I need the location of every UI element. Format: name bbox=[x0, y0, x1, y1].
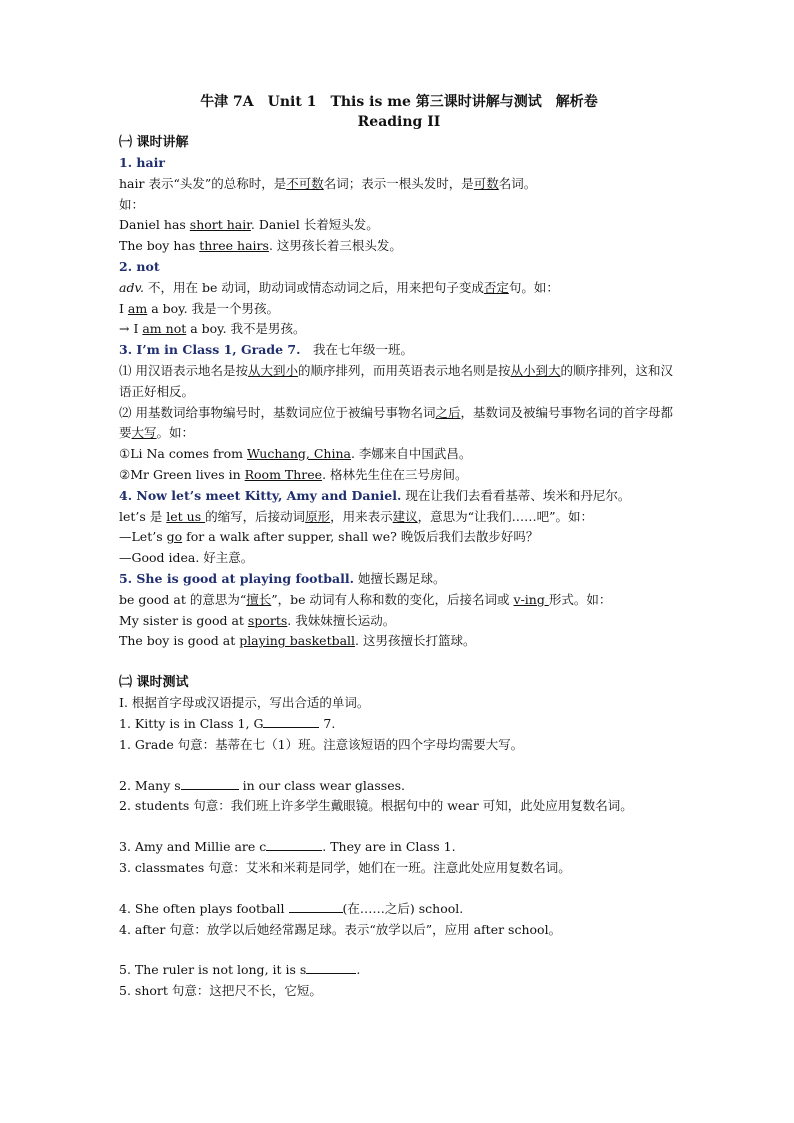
point-class-rule-1: ⑴ 用汉语表示地名是按从大到小的顺序排列，而用英语表示地名则是按从小到大的顺序排列，这和汉语正好相反。 bbox=[119, 362, 674, 399]
point-not-explanation: adv. 不，用在 be 动词，助动词或情态动词之后，用来把句子变成否定句。如： bbox=[119, 279, 559, 295]
point-hair-explanation: hair 表示“头发”的总称时，是不可数名词；表示一根头发时，是可数名词。 bbox=[119, 175, 537, 191]
test-heading: ㈡ 课时测试 bbox=[119, 675, 189, 691]
point-not-title: 2. not bbox=[119, 258, 160, 274]
point-class-title: 3. I’m in Class 1, Grade 7. 我在七年级一班。 bbox=[119, 342, 413, 358]
point-meet-title: 4. Now let’s meet Kitty, Amy and Daniel. 现在让我们去看看基蒂、埃米和丹尼尔。 bbox=[119, 487, 631, 503]
answer-5: 5. short 句意：这把尺不长，它短。 bbox=[119, 983, 322, 999]
question-5: 5. The ruler is not long, it is s . bbox=[119, 962, 361, 978]
answer-blank[interactable] bbox=[306, 960, 356, 974]
question-2: 2. Many s in our class wear glasses. bbox=[119, 777, 405, 793]
lecture-heading: ㈠ 课时讲解 bbox=[119, 135, 189, 150]
point-good-example-1: My sister is good at sports. 我妹妹擅长运动。 bbox=[119, 612, 396, 628]
answer-2: 2. students 句意：我们班上许多学生戴眼镜。根据句中的 wear 可知，此处应用复数名词。 bbox=[119, 798, 633, 814]
point-not-example-1: I am a boy. 我是一个男孩。 bbox=[119, 300, 280, 316]
document-page bbox=[119, 92, 679, 1002]
question-1: 1. Kitty is in Class 1, G 7. bbox=[119, 715, 336, 731]
point-meet-example-1: —Let’s go for a walk after supper, shall we? 晚饭后我们去散步好吗？ bbox=[119, 529, 539, 545]
answer-1: 1. Grade 句意：基蒂在七（1）班。注意该短语的四个字母均需要大写。 bbox=[119, 736, 524, 752]
point-hair-example-label: 如： bbox=[119, 196, 145, 212]
answer-3: 3. classmates 句意：艾米和米莉是同学，她们在一班。注意此处应用复数名词。 bbox=[119, 859, 571, 875]
document-title: 牛津 7A Unit 1 This is me 第三课时讲解与测试 解析卷 bbox=[200, 94, 598, 110]
answer-4: 4. after 句意：放学以后她经常踢足球。表示“放学以后”，应用 after school。 bbox=[119, 921, 562, 937]
point-good-example-2: The boy is good at playing basketball. 这男孩擅长打篮球。 bbox=[119, 633, 476, 649]
point-meet-example-2: —Good idea. 好主意。 bbox=[119, 550, 254, 566]
point-class-rule-2: ⑵ 用基数词给事物编号时，基数词应位于被编号事物名词之后，基数词及被编号事物名词的首字母都要大写。如： bbox=[119, 404, 674, 441]
answer-blank[interactable] bbox=[181, 776, 239, 790]
point-hair-example-2: The boy has three hairs. 这男孩长着三根头发。 bbox=[119, 238, 402, 254]
document-subtitle: Reading II bbox=[357, 114, 441, 130]
answer-blank[interactable] bbox=[266, 837, 322, 851]
point-meet-explanation: let’s 是 let us 的缩写，后接动词原形，用来表示建议，意思为“让我们……吧”。如： bbox=[119, 508, 593, 524]
question-4: 4. She often plays football (在……之后) school. bbox=[119, 900, 464, 916]
answer-blank[interactable] bbox=[289, 899, 343, 913]
test-instruction: I. 根据首字母或汉语提示，写出合适的单词。 bbox=[119, 695, 370, 711]
point-hair-title: 1. hair bbox=[119, 155, 165, 170]
answer-blank[interactable] bbox=[263, 714, 319, 728]
point-not-example-2: → I am not a boy. 我不是男孩。 bbox=[119, 321, 306, 337]
point-class-example-1: ①Li Na comes from Wuchang, China. 李娜来自中国武昌。 bbox=[119, 446, 472, 462]
question-3: 3. Amy and Millie are c . They are in Class 1. bbox=[119, 839, 456, 855]
point-good-explanation: be good at 的意思为“擅长”，be 动词有人称和数的变化，后接名词或 v-ing 形式。如： bbox=[119, 591, 612, 607]
point-good-title: 5. She is good at playing football. 她擅长踢足球。 bbox=[119, 570, 446, 586]
point-class-example-2: ②Mr Green lives in Room Three. 格林先生住在三号房间。 bbox=[119, 466, 468, 482]
point-hair-example-1: Daniel has short hair. Daniel 长着短头发。 bbox=[119, 217, 379, 233]
